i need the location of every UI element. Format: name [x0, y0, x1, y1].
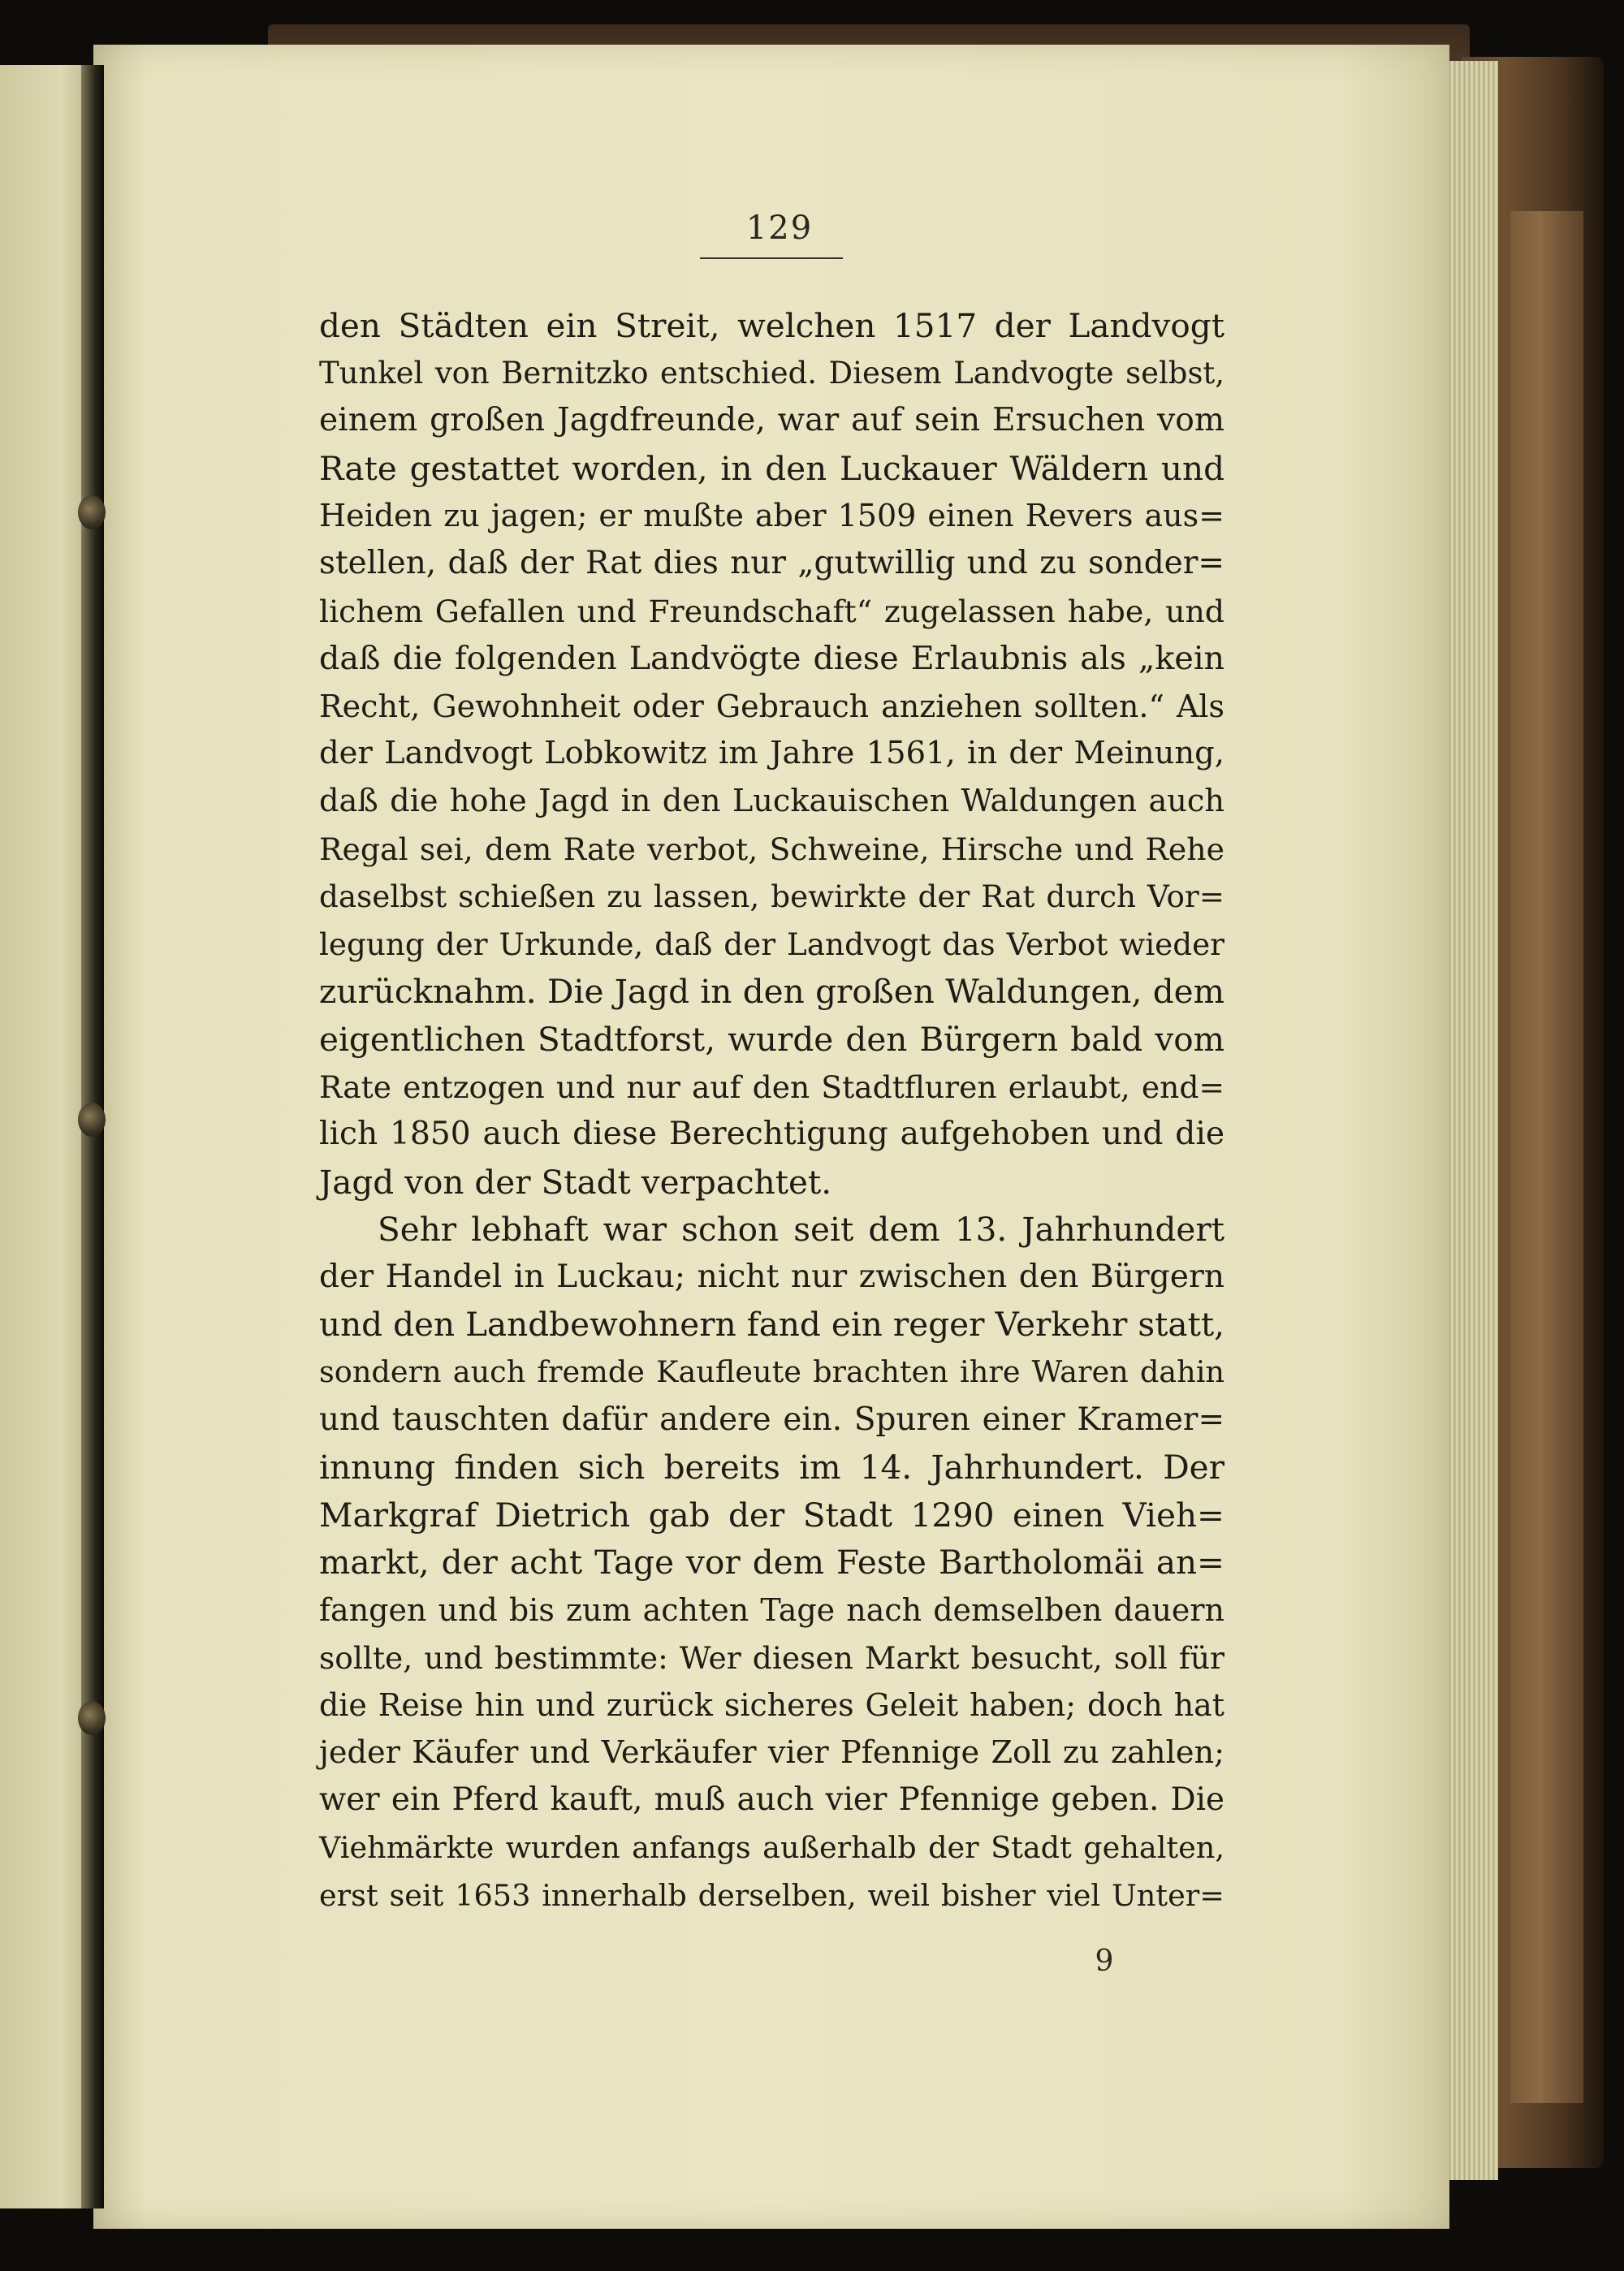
text-line: zurücknahm. Die Jagd in den großen Waldungen, dem	[319, 972, 1224, 1012]
text-line: der Handel in Luckau; nicht nur zwischen den Bürgern	[319, 1258, 1224, 1295]
text-line: den Städten ein Streit, welchen 1517 der Landvogt	[319, 306, 1224, 345]
binding-stud	[78, 495, 106, 529]
text-line: einem großen Jagdfreunde, war auf sein Ersuchen vom	[319, 402, 1224, 439]
text-line: Jagd von der Stadt verpachtet.	[319, 1162, 832, 1202]
text-line: Tunkel von Bernitzko entschied. Diesem Landvogte selbst,	[319, 355, 1224, 391]
text-line: markt, der acht Tage vor dem Feste Bartholomäi an=	[319, 1543, 1224, 1582]
text-line: Viehmärkte wurden anfangs außerhalb der Stadt gehalten,	[319, 1830, 1224, 1865]
text-line: sollte, und bestimmte: Wer diesen Markt besucht, soll für	[319, 1639, 1224, 1676]
book-gutter	[81, 65, 104, 2208]
text-line: stellen, daß der Rat dies nur „gutwillig und zu sonder=	[319, 544, 1224, 581]
text-line: erst seit 1653 innerhalb derselben, weil bisher viel Unter=	[319, 1877, 1224, 1913]
book-cover-edge	[1510, 211, 1583, 2103]
text-line: Sehr lebhaft war schon seit dem 13. Jahrhundert	[378, 1210, 1224, 1250]
page-number: 129	[745, 209, 814, 247]
text-line: wer ein Pferd kauft, muß auch vier Pfennige geben. Die	[319, 1781, 1224, 1819]
signature-mark: 9	[1095, 1945, 1114, 1978]
page-edges	[1441, 61, 1498, 2180]
text-line: Markgraf Dietrich gab der Stadt 1290 einen Vieh=	[319, 1495, 1224, 1535]
text-line: Rate gestattet worden, in den Luckauer Wäldern und	[319, 448, 1224, 488]
text-line: innung finden sich bereits im 14. Jahrhundert. Der	[319, 1448, 1224, 1487]
text-line: daß die hohe Jagd in den Luckauischen Waldungen auch	[319, 782, 1224, 819]
text-line: legung der Urkunde, daß der Landvogt das Verbot wieder	[319, 926, 1224, 962]
text-line: und tauschten dafür andere ein. Spuren einer Kramer=	[319, 1401, 1224, 1438]
text-line: Regal sei, dem Rate verbot, Schweine, Hirsche und Rehe	[319, 831, 1224, 867]
text-line: eigentlichen Stadtforst, wurde den Bürgern bald vom	[319, 1019, 1224, 1059]
text-line: daselbst schießen zu lassen, bewirkte der Rat durch Vor=	[319, 879, 1224, 915]
text-line: daß die folgenden Landvögte diese Erlaubnis als „kein	[319, 640, 1224, 678]
text-line: sondern auch fremde Kaufleute brachten ihre Waren dahin	[319, 1354, 1224, 1390]
text-line: und den Landbewohnern fand ein reger Verkehr statt,	[319, 1305, 1224, 1345]
text-line: lichem Gefallen und Freundschaft“ zugelassen habe, und	[319, 593, 1224, 629]
body-text	[319, 302, 1224, 1919]
text-line: Heiden zu jagen; er mußte aber 1509 einen Revers aus=	[319, 498, 1224, 534]
header-rule	[700, 257, 843, 259]
text-line: der Landvogt Lobkowitz im Jahre 1561, in der Meinung,	[319, 735, 1224, 772]
text-line: die Reise hin und zurück sicheres Geleit haben; doch hat	[319, 1687, 1224, 1724]
left-facing-page	[0, 65, 88, 2208]
binding-stud	[78, 1701, 106, 1735]
text-line: fangen und bis zum achten Tage nach demselben dauern	[319, 1592, 1224, 1629]
binding-stud	[78, 1103, 106, 1137]
text-line: Rate entzogen und nur auf den Stadtfluren erlaubt, end=	[319, 1069, 1224, 1105]
text-line: Recht, Gewohnheit oder Gebrauch anziehen sollten.“ Als	[319, 688, 1224, 724]
text-line: lich 1850 auch diese Berechtigung aufgehoben und die	[319, 1116, 1224, 1153]
text-line: jeder Käufer und Verkäufer vier Pfennige Zoll zu zahlen;	[319, 1733, 1224, 1771]
